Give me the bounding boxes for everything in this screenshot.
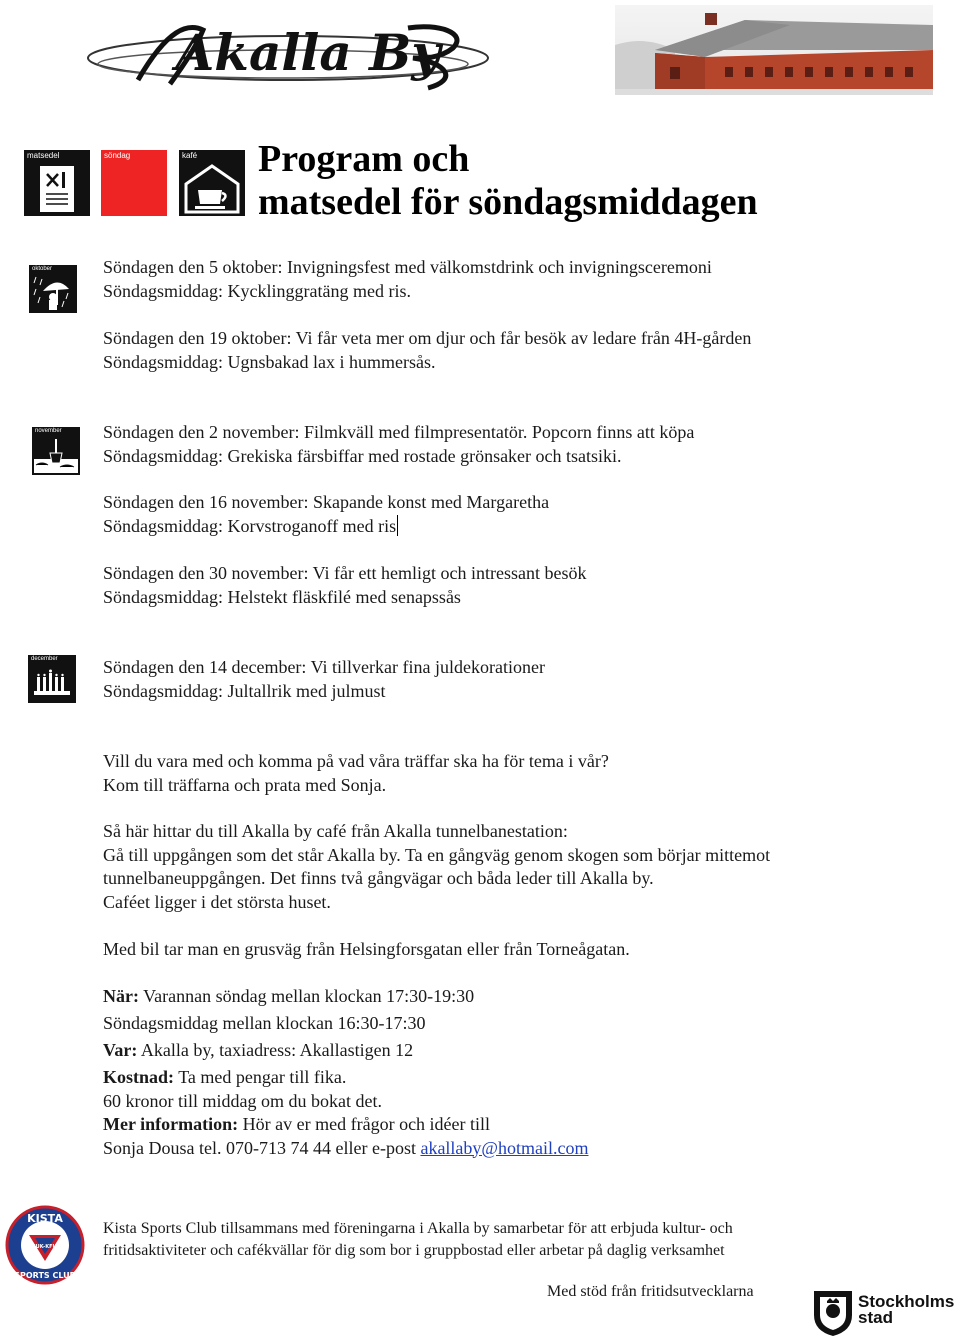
directions-paragraph [103,820,770,914]
invite-paragraph [103,750,609,797]
menu-icon-label: matsedel [27,151,60,160]
cost-block [103,1066,588,1160]
event-text: Söndagen den 5 oktober: Invigningsfest med välkomstdrink och invigningsceremoni [103,257,712,277]
dinner-text: Söndagsmiddag: Grekiska färsbiffar med rostade grönsaker och tsatsiki. [103,445,622,466]
shovel-icon [34,437,78,473]
rain-umbrella-icon [33,275,73,311]
title-line-1: Program och [258,138,470,180]
cost-line [103,1066,588,1090]
where-line [103,1039,413,1063]
program-entry-3 [103,421,694,468]
when-value: Varannan söndag mellan klockan 17:30-19:30 [138,986,475,1006]
stockholm-logo-line-1: Stockholms [858,1292,955,1311]
email-link[interactable]: akallaby@hotmail.com [420,1137,589,1158]
menu-icon [24,150,90,216]
cost-line-2: 60 kronor till middag om du bokat det. [103,1090,382,1111]
sunday-icon [101,150,167,216]
november-icon-label: november [35,428,62,434]
invite-line-1: Vill du vara med och komma på vad våra träffar ska ha för tema i vår? [103,751,609,771]
october-icon-label: oktober [32,266,53,272]
december-icon-label: december [31,656,58,662]
kista-logo-top-text: KISTA [27,1212,63,1225]
more-info-value: Hör av er med frågor och idéer till [238,1114,491,1134]
event-text: Söndagen den 19 oktober: Vi får veta mer om djur och får besök av ledare från 4H-gården [103,328,752,348]
footer-paragraph [103,1218,733,1262]
when-line [103,985,474,1009]
cafe-icon [179,150,245,216]
dinner-text: Söndagsmiddag: Korvstroganoff med ris [103,515,397,536]
november-icon [32,427,80,475]
sunday-icon-label: söndag [104,151,131,160]
stockholm-crest-icon [812,1289,854,1337]
where-value: Akalla by, taxiadress: Akallastigen 12 [137,1040,414,1060]
program-entry-6 [103,656,545,703]
title-line-2: matsedel för söndagsmiddagen [258,181,758,223]
event-text: Söndagen den 14 december: Vi tillverkar fina juldekorationer [103,657,545,677]
when-label: När: [103,986,139,1006]
directions-line-3: tunnelbaneuppgången. Det finns två gångvägar och båda leder till Akalla by. [103,868,654,888]
dinner-line [103,515,549,539]
kista-logo-mid-text: KFUK-KFUM [28,1244,62,1250]
event-text: Söndagen den 2 november: Filmkväll med filmpresentatör. Popcorn finns att köpa [103,422,695,442]
directions-line-2: Gå till uppgången som det står Akalla by. Ta en gångväg genom skogen som börjar mittemot [103,844,771,865]
kista-logo-bottom-text: SPORTS CLUB [14,1271,76,1280]
text-cursor [397,515,398,536]
event-text: Söndagen den 16 november: Skapande konst med Margaretha [103,492,550,512]
dinner-text: Söndagsmiddag: Helstekt fläskfilé med senapssås [103,586,461,607]
coffee-cup-icon [182,162,242,214]
candles-icon [34,669,70,699]
program-entry-1 [103,256,712,303]
where-label: Var: [103,1040,138,1060]
directions-line-1: Så här hittar du till Akalla by café från Akalla tunnelbanestation: [103,821,568,841]
dinner-text: Söndagsmiddag: Kycklinggratäng med ris. [103,280,411,301]
footer-line-2: fritidsaktiviteter och cafékvällar för dig som bor i gruppbostad eller arbetar på daglig verksamhet [103,1242,725,1259]
page-title [258,138,758,224]
program-entry-5 [103,562,586,609]
stockholm-logo-line-2: stad [858,1308,893,1327]
cost-label: Kostnad: [103,1067,175,1087]
dinner-time-line: Söndagsmiddag mellan klockan 16:30-17:30 [103,1013,426,1033]
support-text: Med stöd från fritidsutvecklarna [547,1283,754,1300]
october-icon [29,265,77,313]
akalla-by-logo [78,18,538,98]
dinner-text: Söndagsmiddag: Ugnsbakad lax i hummersås. [103,351,436,372]
contact-line [103,1137,588,1161]
stockholm-logo-text [858,1294,954,1326]
event-text: Söndagen den 30 november: Vi får ett hemligt och intressant besök [103,563,587,583]
cafe-icon-label: kafé [182,151,198,160]
invite-line-2: Kom till träffarna och prata med Sonja. [103,774,387,795]
december-icon [28,655,76,703]
cost-value: Ta med pengar till fika. [174,1067,347,1087]
kista-sports-club-logo [5,1205,85,1285]
program-entry-2 [103,327,751,374]
building-photo [615,5,933,95]
contact-prefix: Sonja Dousa tel. 070-713 74 44 eller e-post [103,1137,421,1158]
dinner-text: Söndagsmiddag: Jultallrik med julmust [103,680,386,701]
program-entry-4 [103,491,549,538]
car-directions: Med bil tar man en grusväg från Helsingforsgatan eller från Torneågatan. [103,939,630,959]
menu-card-icon [36,164,78,214]
logo-text: Akalla By [175,23,441,82]
more-info-label: Mer information: [103,1114,239,1134]
directions-line-4: Caféet ligger i det största huset. [103,891,331,912]
footer-line-1: Kista Sports Club tillsammans med föreningarna i Akalla by samarbetar för att erbjuda kultur- och [103,1220,733,1237]
more-info-line [103,1113,588,1137]
